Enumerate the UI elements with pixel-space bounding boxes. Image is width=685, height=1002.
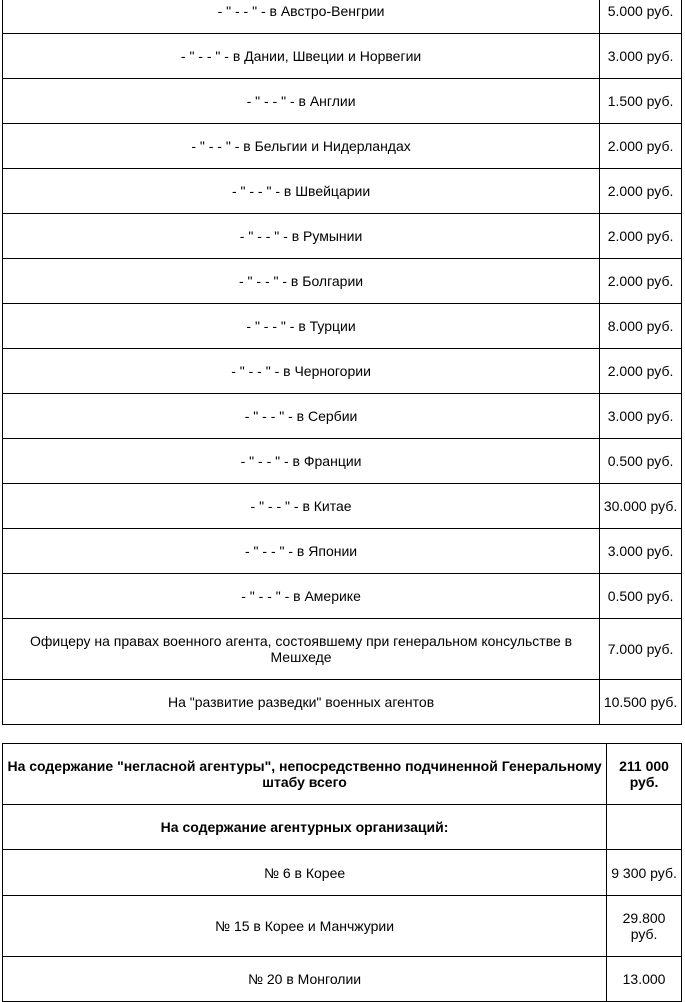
table-row	[3, 349, 682, 394]
row-description: - " - - " - в Швейцарии	[3, 169, 600, 214]
table-row	[3, 574, 682, 619]
table-row	[3, 304, 682, 349]
expenses-table-agency	[2, 743, 682, 1002]
row-amount: 2.000 руб.	[600, 124, 682, 169]
row-amount: 13.000	[607, 957, 682, 1002]
row-amount: 2.000 руб.	[600, 214, 682, 259]
table-row	[3, 124, 682, 169]
row-description: - " - - " - в Сербии	[3, 394, 600, 439]
row-amount: 2.000 руб.	[600, 259, 682, 304]
row-description: На содержание "негласной агентуры", непосредственно подчиненной Генеральному штабу всего	[3, 744, 607, 805]
row-amount: 29.800 руб.	[607, 896, 682, 957]
row-description: - " - - " - в Турции	[3, 304, 600, 349]
row-description: № 15 в Корее и Манчжурии	[3, 896, 607, 957]
table-row	[3, 79, 682, 124]
expenses-table-agents	[2, 0, 682, 725]
row-amount: 2.000 руб.	[600, 349, 682, 394]
row-description: - " - - " - в Франции	[3, 439, 600, 484]
row-description: № 6 в Корее	[3, 850, 607, 896]
row-description: - " - - " - в Японии	[3, 529, 600, 574]
row-amount: 211 000 руб.	[607, 744, 682, 805]
table-row	[3, 214, 682, 259]
row-amount: 3.000 руб.	[600, 529, 682, 574]
row-amount: 9 300 руб.	[607, 850, 682, 896]
row-description: № 20 в Монголии	[3, 957, 607, 1002]
row-amount: 2.000 руб.	[600, 169, 682, 214]
row-description: - " - - " - в Дании, Швеции и Норвегии	[3, 34, 600, 79]
row-description: - " - - " - в Бельгии и Нидерландах	[3, 124, 600, 169]
table-row	[3, 0, 682, 34]
table-row	[3, 744, 682, 805]
table-row	[3, 896, 682, 957]
row-amount	[607, 805, 682, 850]
row-amount: 1.500 руб.	[600, 79, 682, 124]
row-amount: 3.000 руб.	[600, 394, 682, 439]
row-description: - " - - " - в Китае	[3, 484, 600, 529]
row-amount: 7.000 руб.	[600, 619, 682, 680]
table-row	[3, 484, 682, 529]
table-row	[3, 529, 682, 574]
row-amount: 3.000 руб.	[600, 34, 682, 79]
table-row	[3, 34, 682, 79]
row-description: - " - - " - в Румынии	[3, 214, 600, 259]
row-description: Офицеру на правах военного агента, состоявшему при генеральном консульстве в Мешхеде	[3, 619, 600, 680]
table-row	[3, 850, 682, 896]
row-amount: 8.000 руб.	[600, 304, 682, 349]
table-row	[3, 680, 682, 725]
row-amount: 30.000 руб.	[600, 484, 682, 529]
row-amount: 0.500 руб.	[600, 574, 682, 619]
table-row	[3, 394, 682, 439]
row-amount: 5.000 руб.	[600, 0, 682, 34]
table-row	[3, 169, 682, 214]
row-amount: 0.500 руб.	[600, 439, 682, 484]
table-row	[3, 957, 682, 1002]
row-description: - " - - " - в Австро-Венгрии	[3, 0, 600, 34]
row-description: На содержание агентурных организаций:	[3, 805, 607, 850]
row-description: - " - - " - в Черногории	[3, 349, 600, 394]
row-description: - " - - " - в Америке	[3, 574, 600, 619]
row-description: - " - - " - в Англии	[3, 79, 600, 124]
row-description: На "развитие разведки" военных агентов	[3, 680, 600, 725]
row-amount: 10.500 руб.	[600, 680, 682, 725]
table-row	[3, 619, 682, 680]
row-description: - " - - " - в Болгарии	[3, 259, 600, 304]
table-row	[3, 259, 682, 304]
table-row	[3, 805, 682, 850]
table-row	[3, 439, 682, 484]
